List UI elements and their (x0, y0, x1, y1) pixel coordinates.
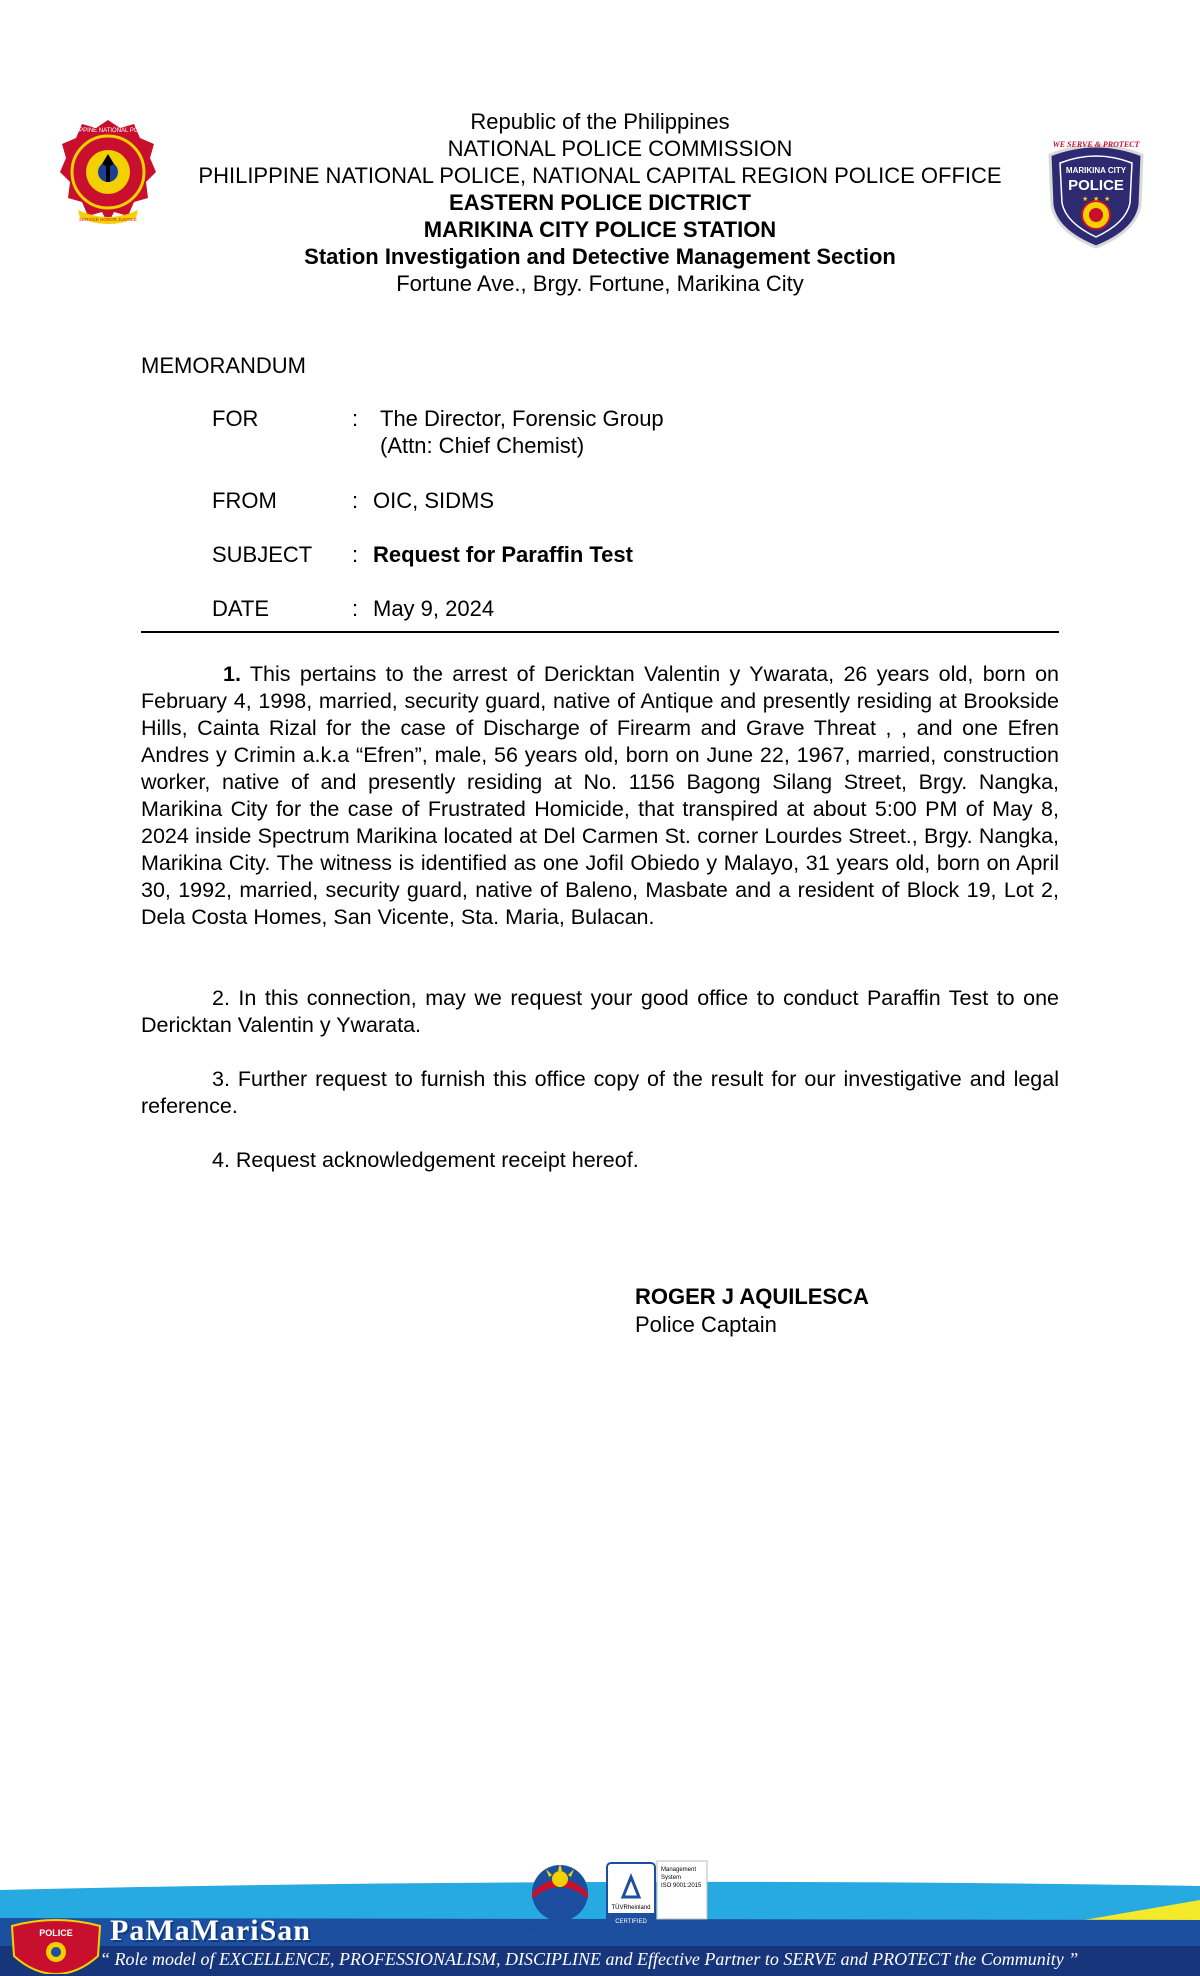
badge-top-motto: WE SERVE & PROTECT (1052, 140, 1140, 149)
from-value: OIC, SIDMS (373, 488, 495, 513)
footer-slogan: “ Role model of EXCELLENCE, PROFESSIONALISM, DISCIPLINE and Effective Partner to SERVE and PROTECT the Community ” (100, 1949, 1079, 1969)
paragraph-4: 4. Request acknowledgement receipt hereof. (212, 1148, 639, 1172)
date-label: DATE (212, 596, 270, 621)
svg-text:★: ★ (1093, 196, 1100, 203)
cert-iso-text: ISO 9001:2015 (661, 1883, 702, 1889)
date-colon: : (352, 596, 359, 621)
cert-management-text: Management (661, 1867, 697, 1873)
date-value: May 9, 2024 (373, 596, 495, 621)
footer-brand: PaMaMariSan (110, 1914, 311, 1947)
letterhead-address: Fortune Ave., Brgy. Fortune, Marikina City (396, 271, 804, 296)
memo-field-for (212, 405, 912, 461)
letterhead (140, 108, 1060, 297)
signature-block (635, 1283, 869, 1339)
signatory-rank: Police Captain (635, 1312, 777, 1337)
svg-text:★: ★ (1104, 196, 1111, 203)
memo-field-from (212, 487, 912, 515)
paragraph-1-text: This pertains to the arrest of Dericktan Valentin y Ywarata, 26 years old, born on February 4, 1998, married, security guard, native of Antique and presently residing at Brookside Hills, Cainta Rizal for the case of Discharge of Firearm and Grave Threat , , and one Efren Andres y Crimin a.k.a “Efren”, male, 56 years old, born on June 22, 1967, married, construction worker, native of and presently residing at No. 1156 Bagong Silang Street, Brgy. Nangka, Marikina City for the case of Frustrated Homicide, that transpired at about 5:00 PM of May 8, 2024 inside Spectrum Marikina located at Del Carmen St. corner Lourdes Street., Brgy. Nangka, Marikina City. The witness is identified as one Jofil Obiedo y Malayo, 31 years old, born on April 30, 1992, married, security guard, native of Baleno, Masbate and a resident of Block 19, Lot 2, Dela Costa Homes, San Vicente, Sta. Maria, Bulacan. (141, 662, 1060, 929)
certified-text: CERTIFIED (615, 1919, 647, 1925)
svg-text:★: ★ (1082, 196, 1089, 203)
from-label: FROM (212, 488, 277, 513)
footer-badge-label: POLICE (39, 1928, 73, 1938)
cert-system-text: System (661, 1875, 682, 1881)
footer-certification-logos (515, 1855, 710, 1935)
tuv-text: TÜVRheinland (611, 1905, 651, 1911)
paragraph-2: 2. In this connection, may we request your good office to conduct Paraffin Test to one Dericktan Valentin y Ywarata. (141, 986, 1059, 1037)
memo-field-date (212, 595, 912, 623)
letterhead-district: EASTERN POLICE DICTRICT (449, 190, 751, 215)
from-colon: : (352, 488, 359, 513)
letterhead-republic: Republic of the Philippines (470, 109, 730, 134)
letterhead-napolcom: NATIONAL POLICE COMMISSION (447, 136, 793, 161)
letterhead-pnp-ncrpo: PHILIPPINE NATIONAL POLICE, NATIONAL CAPITAL REGION POLICE OFFICE (198, 163, 1002, 188)
signatory-name: ROGER J AQUILESCA (635, 1284, 869, 1309)
bagong-pilipinas-logo-icon (524, 1863, 597, 1933)
paragraph-3: 3. Further request to furnish this office copy of the result for our investigative and legal reference. (141, 1067, 1059, 1118)
footer-police-badge-icon (8, 1916, 104, 1974)
pnp-seal-motto: SERVICE HONOR JUSTICE (79, 217, 137, 222)
memo-field-subject (212, 541, 912, 569)
letterhead-section: Station Investigation and Detective Management Section (304, 244, 896, 269)
header-divider (141, 631, 1059, 633)
paragraph-1 (141, 661, 1059, 931)
for-colon: : (352, 406, 359, 431)
subject-colon: : (352, 542, 359, 567)
bagong-pilipinas-text: BAGONG PILIPINAS (523, 1924, 597, 1933)
paragraph-1-number: 1. (223, 662, 241, 686)
badge-city: MARIKINA CITY (1065, 166, 1127, 175)
iso-certification-logo-icon (607, 1861, 707, 1927)
for-label: FOR (212, 406, 259, 431)
subject-label: SUBJECT (212, 542, 313, 567)
badge-police: POLICE (1068, 177, 1124, 194)
memo-title: MEMORANDUM (141, 353, 306, 378)
subject-value: Request for Paraffin Test (373, 542, 633, 567)
letterhead-station: MARIKINA CITY POLICE STATION (423, 217, 777, 242)
pnp-seal-text: PHILIPPINE NATIONAL POLICE (64, 128, 152, 134)
for-value: The Director, Forensic Group (380, 406, 664, 431)
for-value-attn: (Attn: Chief Chemist) (380, 433, 585, 458)
